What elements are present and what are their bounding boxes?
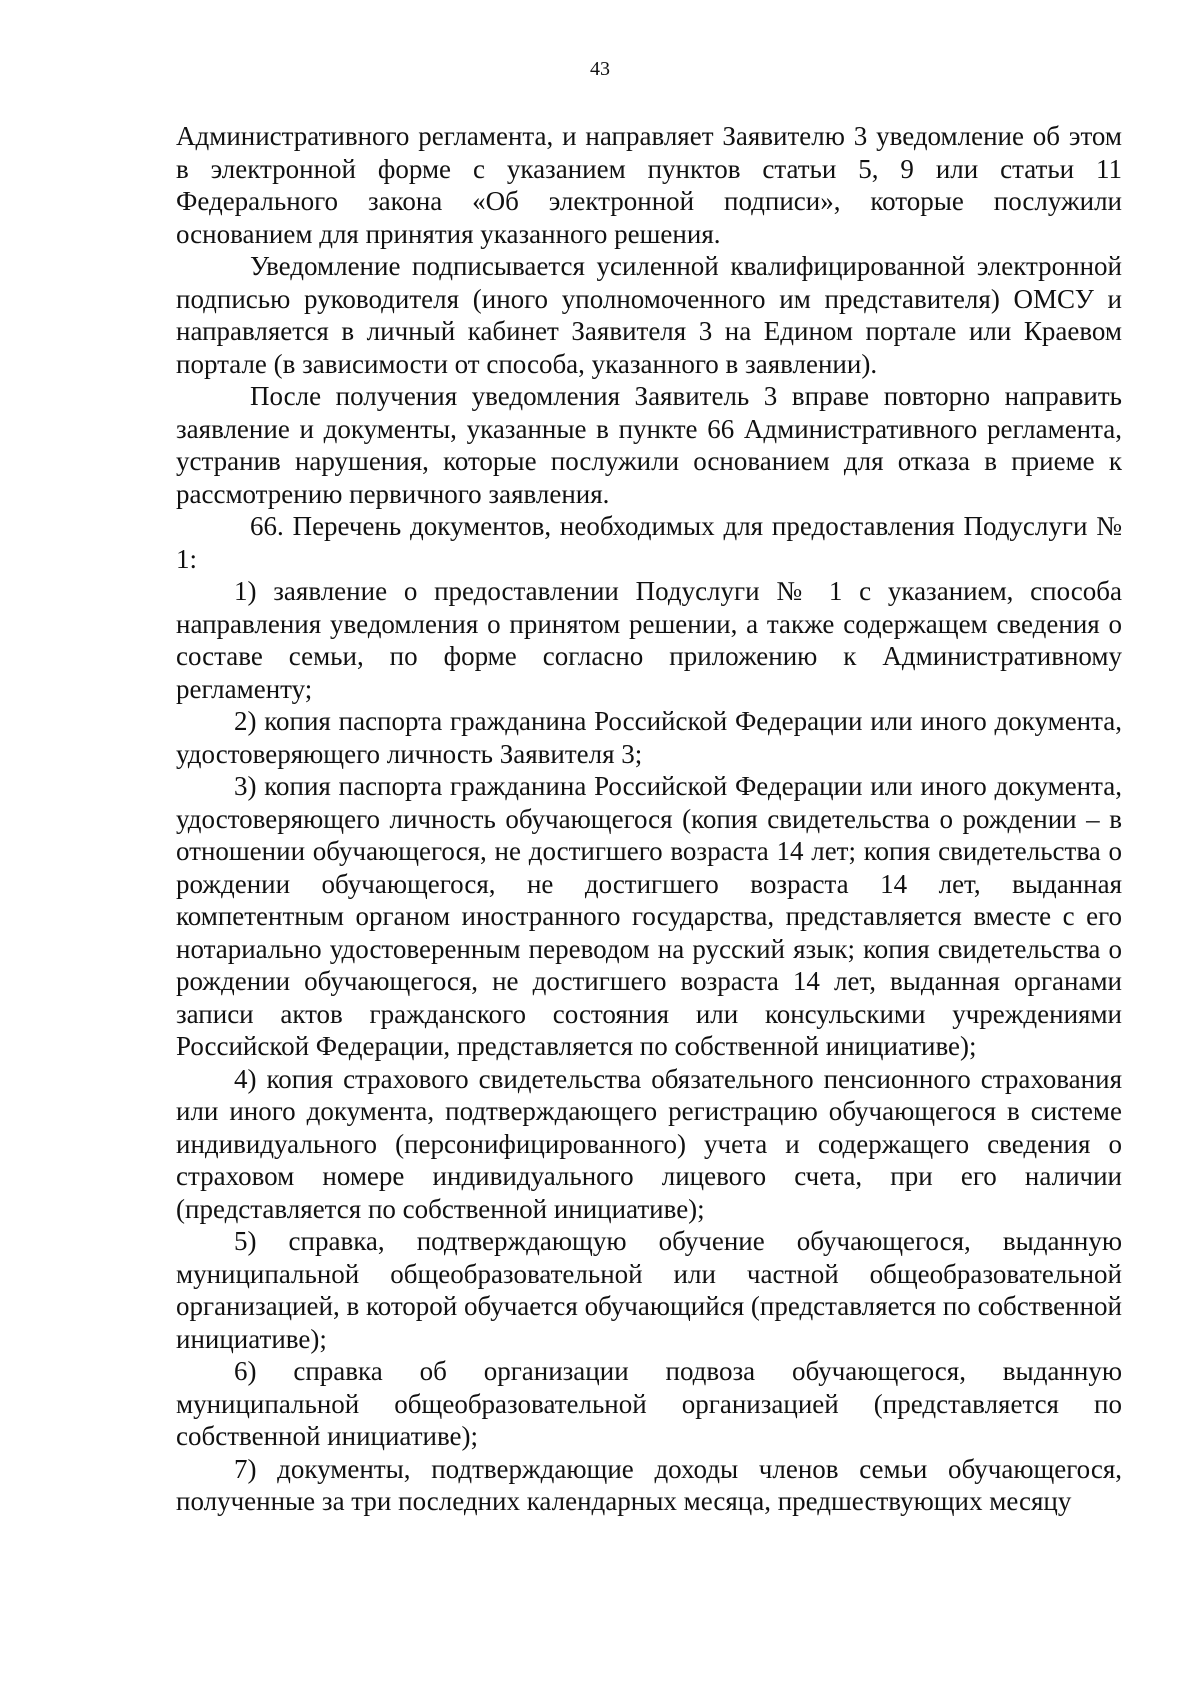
list-item-2: 2) копия паспорта гражданина Российской Федерации или иного документа, удостоверяющего личность Заявителя 3; bbox=[176, 706, 1122, 769]
list-item-5: 5) справка, подтверждающую обучение обучающегося, выданную муниципальной общеобразовательной или частной общеобразовательной организацией, в которой обучается обучающийся (представляется по собственной инициативе); bbox=[176, 1226, 1122, 1354]
paragraph-resubmission: После получения уведомления Заявитель 3 вправе повторно направить заявление и документы, указанные в пункте 66 Административного регламента, устранив нарушения, которые послужили основанием для отказа в приеме к рассмотрению первичного заявления. bbox=[176, 381, 1122, 509]
list-item-1: 1) заявление о предоставлении Подуслуги № 1 с указанием, способа направления уведомления о принятом решении, а также содержащем сведения о составе семьи, по форме согласно приложению к Административному регламенту; bbox=[176, 576, 1122, 704]
document-body bbox=[176, 120, 1122, 1518]
paragraph-continuation: Административного регламента, и направляет Заявителю 3 уведомление об этом в электронной форме с указанием пунктов статьи 5, 9 или статьи 11 Федерального закона «Об электронной подписи», которые послужили основанием для принятия указанного решения. bbox=[176, 121, 1122, 249]
list-item-7: 7) документы, подтверждающие доходы членов семьи обучающегося, полученные за три последних календарных месяца, предшествующих месяцу bbox=[176, 1453, 1122, 1516]
list-item-6: 6) справка об организации подвоза обучающегося, выданную муниципальной общеобразовательной организацией (представляется по собственной инициативе); bbox=[176, 1356, 1122, 1451]
paragraph-notification-signature: Уведомление подписывается усиленной квалифицированной электронной подписью руководителя (иного уполномоченного им представителя) ОМСУ и направляется в личный кабинет Заявителя 3 на Едином портале или Краевом портале (в зависимости от способа, указанного в заявлении). bbox=[176, 251, 1122, 379]
paragraph-section-66-heading: 66. Перечень документов, необходимых для предоставления Подуслуги № 1: bbox=[176, 511, 1122, 574]
list-item-4: 4) копия страхового свидетельства обязательного пенсионного страхования или иного документа, подтверждающего регистрацию обучающегося в системе индивидуального (персонифицированного) учета и содержащего сведения о страховом номере индивидуального лицевого счета, при его наличии (представляется по собственной инициативе); bbox=[176, 1063, 1122, 1224]
list-item-3: 3) копия паспорта гражданина Российской Федерации или иного документа, удостоверяющего личность обучающегося (копия свидетельства о рождении – в отношении обучающегося, не достигшего возраста 14 лет; копия свидетельства о рождении обучающегося, не достигшего возраста 14 лет, выданная компетентным органом иностранного государства, представляется вместе с его нотариально удостоверенным переводом на русский язык; копия свидетельства о рождении обучающегося, не достигшего возраста 14 лет, выданная органами записи актов гражданского состояния или консульскими учреждениями Российской Федерации, представляется по собственной инициативе); bbox=[176, 771, 1122, 1061]
page-number: 43 bbox=[590, 58, 610, 80]
